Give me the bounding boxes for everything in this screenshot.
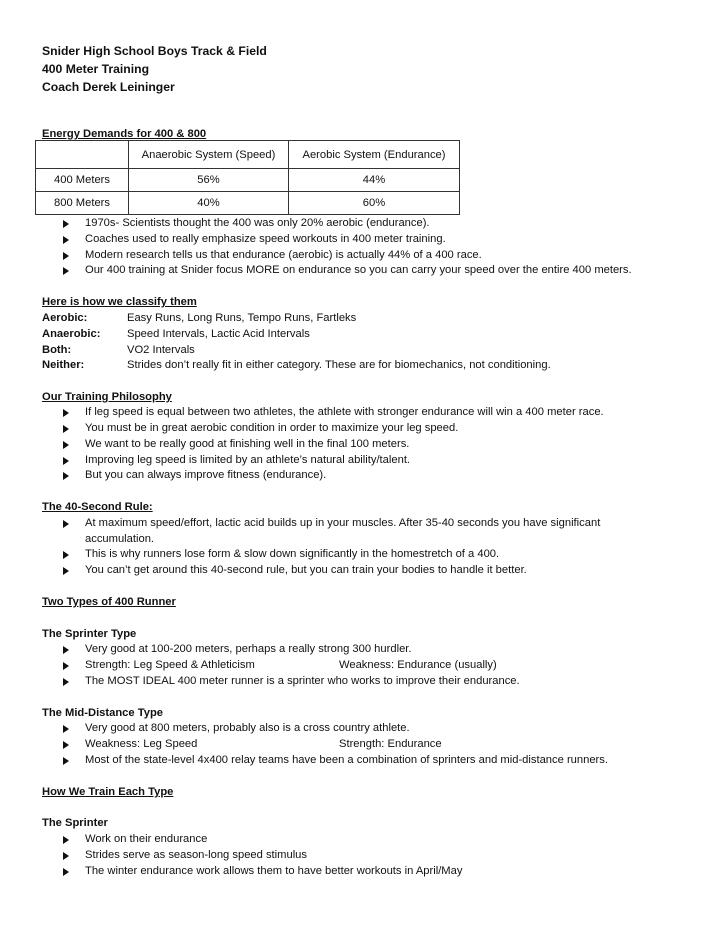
energy-demands-table — [35, 140, 460, 215]
bullet-arrow-icon — [63, 472, 69, 480]
classify-heading: Here is how we classify them — [42, 296, 197, 308]
list-item: You can’t get around this 40-second rule, but you can train your bodies to handle it better. — [85, 564, 527, 576]
list-item-second-column: Weakness: Endurance (usually) — [339, 659, 497, 671]
bullet-arrow-icon — [63, 425, 69, 433]
table-header-cell: Anaerobic System (Speed) — [129, 141, 289, 169]
classify-desc: VO2 Intervals — [127, 344, 195, 356]
energy-demands-heading: Energy Demands for 400 & 800 — [42, 128, 207, 140]
table-header-row — [36, 141, 460, 169]
rule40-heading: The 40-Second Rule: — [42, 501, 153, 513]
table-cell: 44% — [289, 169, 460, 192]
bullet-arrow-icon — [63, 457, 69, 465]
list-item: We want to be really good at finishing well in the final 100 meters. — [85, 438, 410, 450]
table-row — [36, 192, 460, 215]
list-item: If leg speed is equal between two athletes, the athlete with stronger endurance will win a 400 meter race. — [85, 406, 604, 418]
list-item: Modern research tells us that endurance (aerobic) is actually 44% of a 400 race. — [85, 249, 482, 261]
list-item: Strength: Leg Speed & Athleticism — [85, 659, 255, 671]
sprinter-type-heading: The Sprinter Type — [42, 628, 137, 640]
list-item: Strides serve as season-long speed stimulus — [85, 849, 307, 861]
table-cell: 60% — [289, 192, 460, 215]
bullet-arrow-icon — [63, 868, 69, 876]
list-item: Very good at 800 meters, probably also is a cross country athlete. — [85, 722, 410, 734]
list-item: The MOST IDEAL 400 meter runner is a sprinter who works to improve their endurance. — [85, 675, 520, 687]
list-item-continuation: accumulation. — [85, 533, 155, 545]
bullet-arrow-icon — [63, 252, 69, 260]
school-title: Snider High School Boys Track & Field — [42, 44, 267, 58]
list-item: Work on their endurance — [85, 833, 208, 845]
classify-desc: Easy Runs, Long Runs, Tempo Runs, Fartleks — [127, 312, 357, 324]
train-heading: How We Train Each Type — [42, 786, 174, 798]
table-cell: 56% — [129, 169, 289, 192]
list-item: At maximum speed/effort, lactic acid builds up in your muscles. After 35-40 seconds you have significant — [85, 517, 601, 529]
table-cell: 400 Meters — [36, 169, 129, 192]
bullet-arrow-icon — [63, 267, 69, 275]
bullet-arrow-icon — [63, 678, 69, 686]
classify-term: Anaerobic: — [42, 328, 101, 340]
bullet-arrow-icon — [63, 220, 69, 228]
list-item-second-column: Strength: Endurance — [339, 738, 442, 750]
list-item: You must be in great aerobic condition in order to maximize your leg speed. — [85, 422, 459, 434]
list-item: This is why runners lose form & slow down significantly in the homestretch of a 400. — [85, 548, 500, 560]
list-item: The winter endurance work allows them to have better workouts in April/May — [85, 865, 463, 877]
types-heading: Two Types of 400 Runner — [42, 596, 176, 608]
list-item: Most of the state-level 4x400 relay teams have been a combination of sprinters and mid-distance runners. — [85, 754, 608, 766]
train-sprinter-heading: The Sprinter — [42, 817, 108, 829]
table-row — [36, 169, 460, 192]
bullet-arrow-icon — [63, 567, 69, 575]
classify-desc: Speed Intervals, Lactic Acid Intervals — [127, 328, 310, 340]
philosophy-heading: Our Training Philosophy — [42, 391, 172, 403]
bullet-arrow-icon — [63, 662, 69, 670]
list-item: 1970s- Scientists thought the 400 was only 20% aerobic (endurance). — [85, 217, 430, 229]
bullet-arrow-icon — [63, 520, 69, 528]
list-item: Improving leg speed is limited by an athlete’s natural ability/talent. — [85, 454, 411, 466]
document-title: 400 Meter Training — [42, 62, 150, 76]
bullet-arrow-icon — [63, 757, 69, 765]
middle-distance-type-heading: The Mid-Distance Type — [42, 707, 164, 719]
list-item: Very good at 100-200 meters, perhaps a really strong 300 hurdler. — [85, 643, 412, 655]
list-item: Weakness: Leg Speed — [85, 738, 198, 750]
bullet-arrow-icon — [63, 409, 69, 417]
bullet-arrow-icon — [63, 725, 69, 733]
coach-name: Coach Derek Leininger — [42, 80, 175, 94]
bullet-arrow-icon — [63, 551, 69, 559]
table-header-cell: Aerobic System (Endurance) — [289, 141, 460, 169]
bullet-arrow-icon — [63, 441, 69, 449]
table-header-cell — [36, 141, 129, 169]
classify-desc: Strides don’t really fit in either category. These are for biomechanics, not conditioning. — [127, 359, 551, 371]
table-cell: 40% — [129, 192, 289, 215]
list-item: Coaches used to really emphasize speed workouts in 400 meter training. — [85, 233, 446, 245]
classify-term: Aerobic: — [42, 312, 88, 324]
table-cell: 800 Meters — [36, 192, 129, 215]
bullet-arrow-icon — [63, 836, 69, 844]
bullet-arrow-icon — [63, 741, 69, 749]
bullet-arrow-icon — [63, 852, 69, 860]
list-item: But you can always improve fitness (endurance). — [85, 469, 327, 481]
bullet-arrow-icon — [63, 236, 69, 244]
classify-term: Both: — [42, 344, 72, 356]
classify-term: Neither: — [42, 359, 85, 371]
list-item: Our 400 training at Snider focus MORE on endurance so you can carry your speed over the entire 400 meters. — [85, 264, 632, 276]
bullet-arrow-icon — [63, 646, 69, 654]
